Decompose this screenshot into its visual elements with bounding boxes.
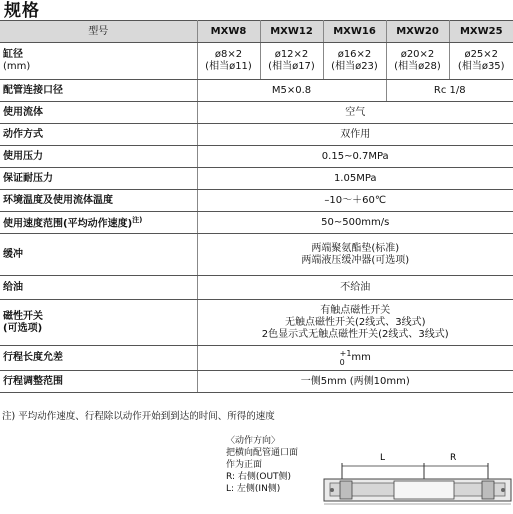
lube-value: 不给油 [197, 276, 513, 300]
table-row [0, 300, 513, 346]
table-row [0, 43, 513, 80]
adjust-label: 行程调整范围 [0, 371, 197, 393]
table-row [0, 371, 513, 393]
adjust-value: 一侧5mm (两侧10mm) [197, 371, 513, 393]
table-row [0, 168, 513, 190]
table-row [0, 234, 513, 276]
model-header-label: 型号 [0, 21, 197, 43]
temp-value: –10～＋60℃ [197, 190, 513, 212]
switch-value: 有触点磁性开关 无触点磁性开关(2线式、3线式) 2色显示式无触点磁性开关(2线式、3线式) [197, 300, 513, 346]
tolerance-label: 行程长度允差 [0, 346, 197, 371]
table-row [0, 190, 513, 212]
right-label: R [450, 453, 457, 463]
bore-cell: ø20×2 (相当ø28) [386, 43, 449, 80]
switch-label: 磁性开关 (可选项) [0, 300, 197, 346]
fluid-value: 空气 [197, 102, 513, 124]
lube-label: 给油 [0, 276, 197, 300]
pressure-label: 使用压力 [0, 146, 197, 168]
temp-label: 环境温度及使用流体温度 [0, 190, 197, 212]
footnote-mark: 注) [132, 216, 143, 225]
proof-label: 保证耐压力 [0, 168, 197, 190]
fluid-label: 使用流体 [0, 102, 197, 124]
tolerance-value: +1 0 mm [197, 346, 513, 371]
action-value: 双作用 [197, 124, 513, 146]
table-header-row [0, 21, 513, 43]
speed-value: 50~500mm/s [197, 212, 513, 234]
model-header: MXW20 [386, 21, 449, 43]
port-value-small: M5×0.8 [197, 80, 386, 102]
table-row [0, 276, 513, 300]
page-title: 规格 [4, 1, 40, 21]
table-row [0, 102, 513, 124]
end-block-right [482, 481, 494, 499]
actuator-diagram [322, 441, 513, 514]
bore-label: 缸径 (mm) [0, 43, 197, 80]
bore-cell: ø25×2 (相当ø35) [449, 43, 513, 80]
cushion-value: 两端聚氨酯垫(标准) 两端液压缓冲器(可选项) [197, 234, 513, 276]
bore-cell: ø16×2 (相当ø23) [323, 43, 386, 80]
table-row [0, 124, 513, 146]
model-header: MXW8 [197, 21, 260, 43]
pressure-value: 0.15~0.7MPa [197, 146, 513, 168]
port-value-large: Rc 1/8 [386, 80, 513, 102]
spec-table [0, 20, 513, 393]
table-row [0, 146, 513, 168]
table-row [0, 346, 513, 371]
left-label: L [380, 453, 386, 463]
speed-label: 使用速度范围(平均动作速度)$^{注)}$ [0, 212, 197, 234]
bore-cell: ø8×2 (相当ø11) [197, 43, 260, 80]
table-row [0, 80, 513, 102]
model-header: MXW12 [260, 21, 323, 43]
direction-legend: 〈动作方向〉 把横向配管通口面 作为正面 R: 右侧(OUT侧) L: 左侧(IN侧) [226, 436, 299, 494]
model-header: MXW25 [449, 21, 513, 43]
slide-table [394, 481, 454, 499]
end-block-left [340, 481, 352, 499]
port-label: 配管连接口径 [0, 80, 197, 102]
cushion-label: 缓冲 [0, 234, 197, 276]
port-left-icon [330, 488, 334, 492]
table-row [0, 212, 513, 234]
model-header: MXW16 [323, 21, 386, 43]
bore-cell: ø12×2 (相当ø17) [260, 43, 323, 80]
footnote: 注) 平均动作速度、行程除以动作开始到到达的时间、所得的速度 [2, 411, 275, 422]
action-label: 动作方式 [0, 124, 197, 146]
port-right-icon [501, 488, 505, 492]
proof-value: 1.05MPa [197, 168, 513, 190]
